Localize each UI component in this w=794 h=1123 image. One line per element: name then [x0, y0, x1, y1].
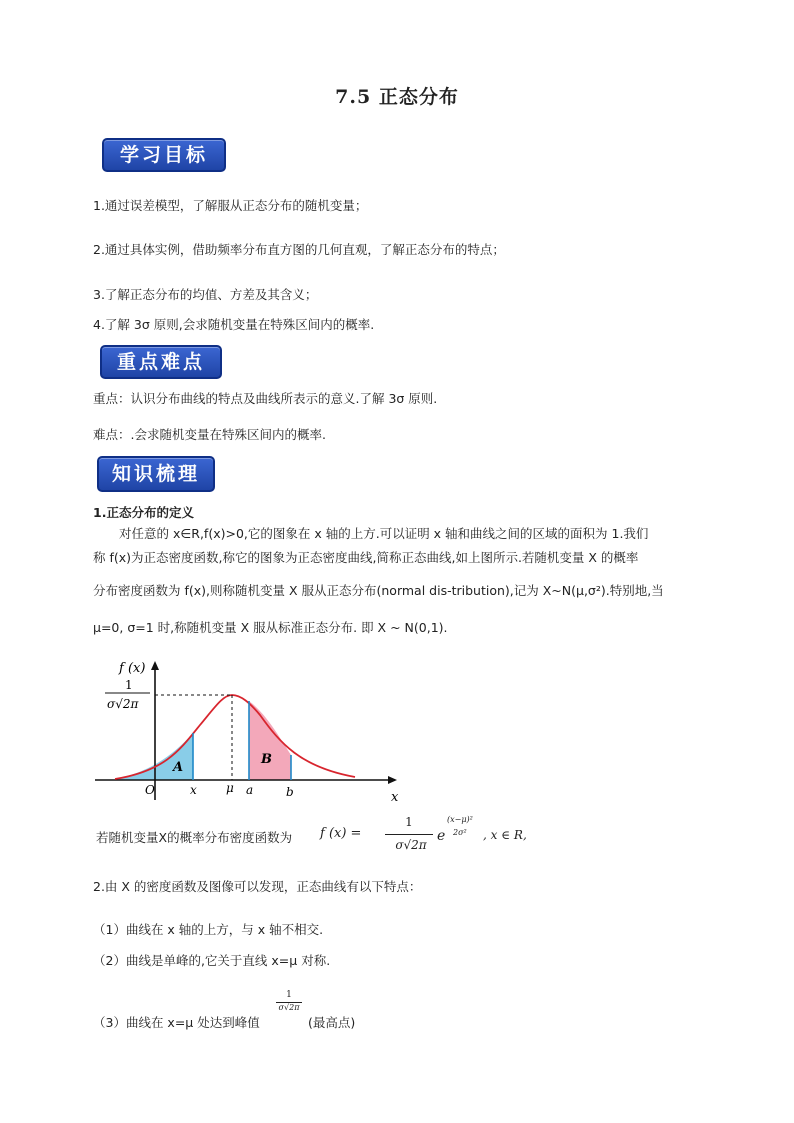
tick-b-label: b [286, 785, 294, 799]
objectives-badge: 学习目标 [102, 138, 226, 172]
objective-2: 2.通过具体实例，借助频率分布直方图的几何直观，了解正态分布的特点； [93, 242, 505, 257]
region-a-label: A [173, 760, 184, 775]
feature-1: （1）曲线在 x 轴的上方，与 x 轴不相交. [93, 922, 324, 937]
formula-numerator: 1 [405, 815, 413, 829]
section1-line-4: μ=0, σ=1 时,称随机变量 X 服从标准正态分布. 即 X ~ N(0,1). [93, 620, 448, 635]
knowledge-badge: 知识梳理 [97, 456, 215, 492]
feature-3: （3）曲线在 x=μ 处达到峰值 [93, 1015, 260, 1030]
section1-line-3: 分布密度函数为 f(x),则称随机变量 X 服从正态分布(normal dis-tribution),记为 X~N(μ,σ²).特别地,当 [93, 583, 664, 598]
y-axis-arrow [151, 661, 159, 670]
objective-1: 1.通过误差模型，了解服从正态分布的随机变量； [93, 198, 368, 213]
formula-exp-base: e [437, 828, 446, 844]
formula-prefix: 若随机变量X的概率分布密度函数为 [96, 830, 293, 845]
feature-3-frac-denominator: σ√2π [278, 1003, 300, 1012]
section2-heading: 2.由 X 的密度函数及图像可以发现，正态曲线有以下特点： [93, 879, 422, 894]
key-points-badge: 重点难点 [100, 345, 222, 379]
formula-lhs: f (x) = [320, 826, 362, 841]
peak-label-denominator: σ√2π [107, 697, 139, 711]
tick-mu-label: μ [226, 781, 234, 795]
normal-curve-figure [95, 655, 415, 805]
formula-suffix: , x ∈ R, [483, 828, 527, 842]
feature-2: （2）曲线是单峰的,它关于直线 x=μ 对称. [93, 953, 331, 968]
section1-line-1: 对任意的 x∈R,f(x)>0,它的图象在 x 轴的上方.可以证明 x 轴和曲线之间的区域的面积为 1.我们 [119, 526, 649, 541]
region-b-label: B [261, 752, 272, 767]
bell-curve [115, 695, 355, 779]
peak-label-numerator: 1 [125, 678, 133, 692]
x-axis-arrow [388, 776, 397, 784]
tick-x-label: x [190, 783, 197, 797]
x-axis-label: x [391, 790, 399, 805]
formula-fraction-bar [385, 834, 433, 835]
objective-3: 3.了解正态分布的均值、方差及其含义； [93, 287, 318, 302]
formula-denominator: σ√2π [395, 838, 427, 852]
feature-3-suffix: (最高点) [308, 1015, 356, 1030]
important-point: 重点：认识分布曲线的特点及曲线所表示的意义.了解 3σ 原则. [93, 391, 438, 406]
page-title: 7.5 正态分布 [335, 86, 459, 108]
feature-3-frac-numerator: 1 [286, 990, 292, 1000]
objective-4: 4.了解 3σ 原则,会求随机变量在特殊区间内的概率. [93, 317, 375, 332]
formula-exp-numerator: (x−μ)² [447, 815, 473, 824]
formula-exp-denominator: 2σ² [453, 828, 467, 837]
region-b [249, 701, 291, 780]
section1-heading: 1.正态分布的定义 [93, 505, 194, 520]
difficult-point: 难点：.会求随机变量在特殊区间内的概率. [93, 427, 326, 442]
section1-line-2: 称 f(x)为正态密度函数,称它的图象为正态密度曲线,简称正态曲线,如上图所示.若随机变量 X 的概率 [93, 550, 639, 565]
origin-label: O [145, 783, 155, 797]
y-axis-label: f (x) [119, 661, 146, 676]
tick-a-label: a [246, 783, 254, 797]
